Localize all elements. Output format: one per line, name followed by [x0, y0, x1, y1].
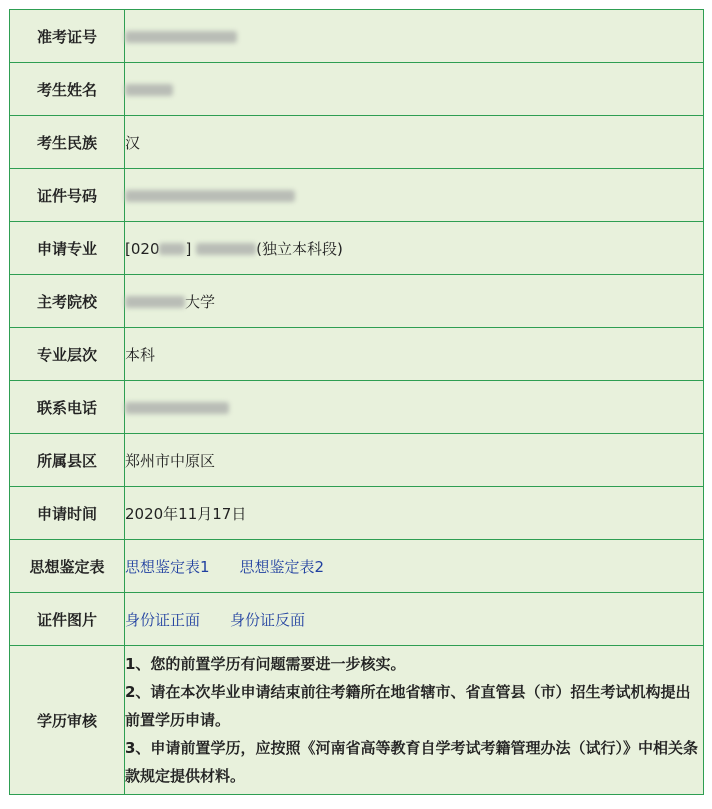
education-review-label: 学历审核	[10, 646, 125, 795]
row-phone	[10, 381, 704, 434]
row-ideology-form	[10, 540, 704, 593]
row-county	[10, 434, 704, 487]
row-exam-number	[10, 10, 704, 63]
major-suffix: (独立本科段)	[256, 239, 343, 258]
phone-label: 联系电话	[10, 381, 125, 434]
review-line-1: 1、您的前置学历有问题需要进一步核实。	[125, 655, 406, 673]
id-images-links	[125, 593, 704, 646]
major-label: 申请专业	[10, 222, 125, 275]
exam-number-label: 准考证号	[10, 10, 125, 63]
row-id-images	[10, 593, 704, 646]
review-line-2: 2、请在本次毕业申请结束前往考籍所在地省辖市、省直管县（市）招生考试机构提出前置学历申请。	[125, 683, 691, 729]
redacted-exam-number	[125, 31, 237, 43]
row-name	[10, 63, 704, 116]
review-line-3: 3、申请前置学历，应按照《河南省高等教育自学考试考籍管理办法（试行）》中相关条款规定提供材料。	[125, 739, 698, 785]
ideology-form-links	[125, 540, 704, 593]
major-value	[125, 222, 704, 275]
apply-time-label: 申请时间	[10, 487, 125, 540]
id-card-back-link[interactable]: 身份证反面	[230, 610, 306, 629]
row-apply-time	[10, 487, 704, 540]
redacted-name	[125, 84, 173, 96]
name-value	[125, 63, 704, 116]
ethnicity-value: 汉	[125, 116, 704, 169]
ideology-form-2-link[interactable]: 思想鉴定表2	[239, 557, 325, 576]
redacted-major-name	[196, 243, 256, 255]
level-label: 专业层次	[10, 328, 125, 381]
ideology-form-1-link[interactable]: 思想鉴定表1	[125, 557, 210, 576]
ethnicity-label: 考生民族	[10, 116, 125, 169]
redacted-major-code	[159, 243, 185, 255]
exam-number-value	[125, 10, 704, 63]
apply-time-value: 2020年11月17日	[125, 487, 704, 540]
redacted-phone	[125, 402, 229, 414]
id-card-front-link[interactable]: 身份证正面	[125, 610, 201, 629]
student-info-table	[9, 9, 704, 795]
row-id-number	[10, 169, 704, 222]
row-major	[10, 222, 704, 275]
redacted-id-number	[125, 190, 295, 202]
id-number-label: 证件号码	[10, 169, 125, 222]
school-suffix: 大学	[185, 292, 216, 311]
ideology-form-label: 思想鉴定表	[10, 540, 125, 593]
id-number-value	[125, 169, 704, 222]
school-value	[125, 275, 704, 328]
major-code-prefix: [020	[125, 239, 160, 258]
row-ethnicity	[10, 116, 704, 169]
row-school	[10, 275, 704, 328]
education-review-message	[125, 646, 704, 795]
major-code-close: ]	[185, 239, 197, 258]
county-label: 所属县区	[10, 434, 125, 487]
county-value: 郑州市中原区	[125, 434, 704, 487]
level-value: 本科	[125, 328, 704, 381]
row-education-review	[10, 646, 704, 795]
redacted-school-name	[125, 296, 185, 308]
school-label: 主考院校	[10, 275, 125, 328]
phone-value	[125, 381, 704, 434]
id-images-label: 证件图片	[10, 593, 125, 646]
name-label: 考生姓名	[10, 63, 125, 116]
row-level	[10, 328, 704, 381]
